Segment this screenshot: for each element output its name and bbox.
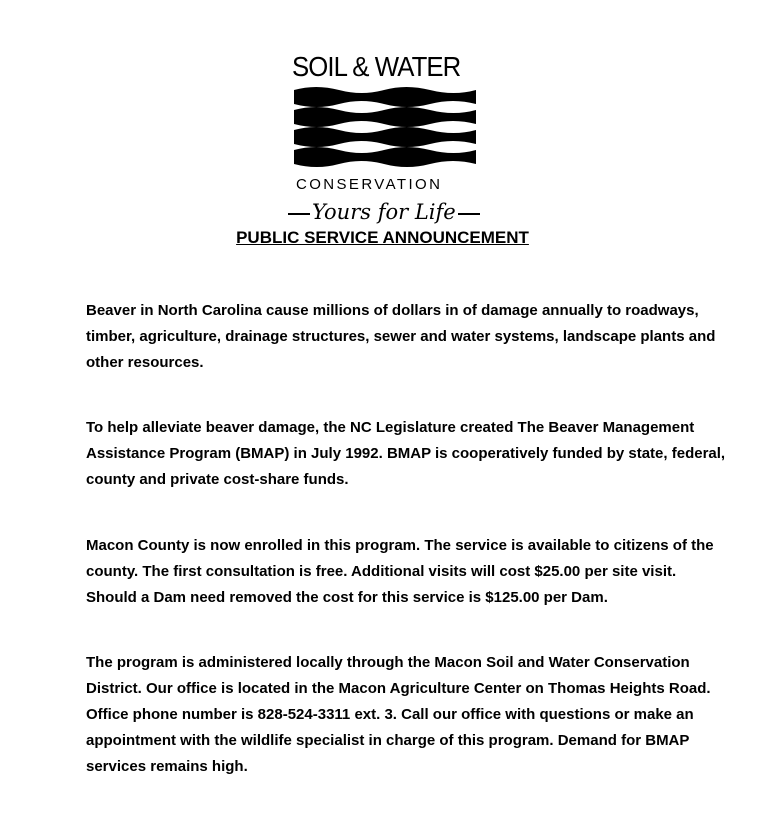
logo-title: SOIL & WATER xyxy=(292,51,461,82)
dash-left xyxy=(288,213,310,215)
announcement-title: PUBLIC SERVICE ANNOUNCEMENT xyxy=(236,228,529,247)
logo-subtitle: CONSERVATION xyxy=(296,176,443,193)
dash-right xyxy=(458,213,480,215)
paragraph-macon-county: Macon County is now enrolled in this program. The service is available to citizens of the county. The first consultation is free. Additional visits will cost $25.00 per site visit. Should a Dam need removed the cost for this service is $125.00 per Dam. xyxy=(86,537,714,606)
water-waves-icon xyxy=(294,86,476,170)
paragraph-beaver-damage: Beaver in North Carolina cause millions of dollars in of damage annually to roadways, timber, agriculture, drainage structures, sewer and water systems, landscape plants and other resources. xyxy=(86,302,716,371)
paragraph-bmap-program: To help alleviate beaver damage, the NC Legislature created The Beaver Management Assistance Program (BMAP) in July 1992. BMAP is cooperatively funded by state, federal, county and private cost-share funds. xyxy=(86,419,726,488)
logo-tagline-text: Yours for Life xyxy=(312,200,456,224)
soil-water-conservation-logo xyxy=(286,50,486,224)
logo-tagline xyxy=(286,200,482,224)
paragraph-office-info: The program is administered locally through the Macon Soil and Water Conservation District. Our office is located in the Macon Agriculture Center on Thomas Heights Road. Office phone number is 828-524-3311 ext. 3. Call our office with questions or make an appointment with the wildlife specialist in charge of this program. Demand for BMAP services remains high. xyxy=(86,654,711,775)
